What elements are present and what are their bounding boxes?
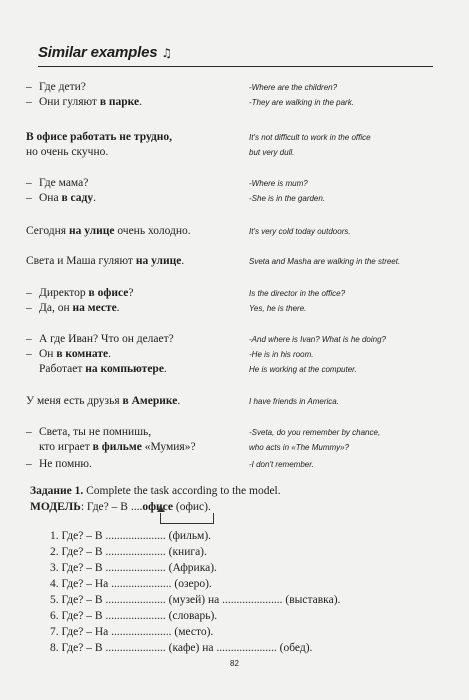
- english-translation: -I don't remember.: [249, 460, 314, 469]
- english-translation: -Where are the children?: [249, 83, 338, 92]
- highlighted-phrase: на месте: [72, 302, 117, 314]
- page-number: 82: [230, 659, 239, 668]
- highlighted-phrase: в комнате: [56, 348, 109, 360]
- russian-sentence: [26, 394, 180, 409]
- model-suffix: (офис).: [173, 501, 211, 513]
- exercise-item: 3. Где? – В ..................... (Африка).: [50, 562, 217, 574]
- russian-sentence: [26, 80, 86, 95]
- sentence-text: очень холодно.: [114, 225, 191, 237]
- highlighted-phrase: в парке: [99, 96, 140, 108]
- russian-sentence: [26, 425, 151, 440]
- highlighted-phrase: на улице: [68, 225, 115, 237]
- russian-sentence: [26, 457, 92, 472]
- music-note-icon: ♫: [161, 46, 173, 60]
- dialogue-dash: –: [26, 348, 32, 360]
- task-text: Complete the task according to the model.: [83, 485, 281, 497]
- exercise-item: 2. Где? – В ..................... (книга).: [50, 546, 207, 558]
- sentence-text: Они гуляют: [39, 96, 100, 108]
- english-translation: -She is in the garden.: [249, 194, 326, 203]
- english-translation: He is working at the computer.: [249, 365, 357, 374]
- sentence-text: Он: [39, 348, 57, 360]
- russian-sentence: [26, 286, 133, 301]
- arrow-head-icon: [157, 506, 165, 512]
- dialogue-dash: –: [26, 426, 32, 438]
- russian-sentence: [26, 130, 172, 145]
- dialogue-dash: –: [26, 458, 32, 470]
- sentence-text: но очень скучно.: [26, 146, 109, 158]
- dialogue-dash: –: [26, 333, 32, 345]
- dialogue-dash: –: [26, 177, 32, 189]
- exercise-item: 6. Где? – В ..................... (словарь).: [50, 610, 218, 622]
- sentence-text: У меня есть друзья: [26, 395, 123, 407]
- sentence-text: .: [181, 255, 185, 267]
- english-translation: -Where is mum?: [249, 179, 308, 188]
- highlighted-phrase: в саду: [61, 192, 94, 204]
- exercise-item: 5. Где? – В ..................... (музей) на ..................... (выставка).: [50, 594, 341, 606]
- sentence-text: .: [163, 363, 167, 375]
- russian-sentence: [26, 347, 111, 362]
- sentence-text: Где дети?: [39, 81, 86, 93]
- russian-sentence: [26, 145, 108, 160]
- russian-sentence: [26, 254, 184, 269]
- russian-sentence: [26, 176, 88, 191]
- english-translation: -He is in his room.: [249, 350, 314, 359]
- sentence-text: .: [139, 96, 143, 108]
- russian-sentence: [26, 191, 96, 206]
- sentence-text: .: [93, 192, 96, 204]
- english-translation: -And where is Ivan? What is he doing?: [249, 335, 386, 344]
- sentence-text: Работает: [39, 363, 86, 375]
- task-label: Задание 1.: [30, 485, 84, 497]
- highlighted-phrase: В офисе: [26, 131, 68, 143]
- english-translation: It's not difficult to work in the office: [249, 133, 371, 142]
- sentence-text: Не помню.: [39, 458, 92, 470]
- sentence-text: Света, ты не помнишь,: [39, 426, 152, 438]
- sentence-text: Где мама?: [39, 177, 89, 189]
- russian-sentence: [26, 332, 174, 347]
- sentence-text: кто играет: [39, 441, 93, 453]
- english-translation: It's very cold today outdoors.: [249, 227, 351, 236]
- dialogue-dash: –: [26, 302, 32, 314]
- sentence-text: Она: [39, 192, 62, 204]
- sentence-text: А где Иван? Что он делает?: [39, 333, 174, 345]
- english-translation: Sveta and Masha are walking in the street.: [249, 257, 401, 266]
- english-translation: -They are walking in the park.: [249, 98, 354, 107]
- dialogue-dash: –: [26, 96, 32, 108]
- model-dots: ....: [130, 501, 143, 513]
- task-heading: [30, 485, 281, 497]
- russian-sentence: [39, 362, 167, 377]
- exercise-item: 1. Где? – В ..................... (фильм).: [50, 530, 212, 542]
- exercise-item: 8. Где? – В ..................... (кафе) на ..................... (обед).: [50, 642, 313, 654]
- english-translation: Is the director in the office?: [249, 289, 346, 298]
- highlighted-phrase: в фильме: [92, 441, 142, 453]
- english-translation: but very dull.: [249, 148, 295, 157]
- sentence-text: Света и Маша гуляют: [26, 255, 136, 267]
- exercise-item: 7. Где? – На ..................... (место).: [50, 626, 214, 638]
- highlighted-phrase: на компьютере: [85, 363, 164, 375]
- exercise-item: 4. Где? – На ..................... (озеро).: [50, 578, 212, 590]
- section-header: [38, 44, 433, 67]
- model-label: МОДЕЛЬ: [30, 501, 81, 513]
- model-prefix: : Где? – В: [80, 501, 131, 513]
- russian-sentence: [26, 95, 142, 110]
- russian-sentence: [26, 224, 191, 239]
- sentence-text: .: [116, 302, 120, 314]
- model-arrow: [160, 513, 214, 524]
- highlighted-phrase: работать не трудно,: [67, 131, 173, 143]
- english-translation: Yes, he is there.: [249, 304, 307, 313]
- sentence-text: Директор: [39, 287, 89, 299]
- dialogue-dash: –: [26, 287, 32, 299]
- english-translation: I have friends in America.: [249, 397, 339, 406]
- english-translation: -Sveta, do you remember by chance,: [249, 428, 381, 437]
- highlighted-phrase: на улице: [135, 255, 182, 267]
- sentence-text: «Мумия»?: [141, 441, 196, 453]
- highlighted-phrase: в офисе: [88, 287, 129, 299]
- model-answer: офисе: [142, 501, 173, 513]
- english-translation: who acts in «The Mummy»?: [249, 443, 350, 452]
- russian-sentence: [26, 301, 120, 316]
- sentence-text: Да, он: [39, 302, 73, 314]
- model-line: [30, 501, 211, 513]
- russian-sentence: [39, 440, 196, 455]
- sentence-text: Сегодня: [26, 225, 69, 237]
- sentence-text: .: [108, 348, 111, 360]
- highlighted-phrase: в Америке: [122, 395, 178, 407]
- section-title: Similar examples: [38, 44, 158, 61]
- dialogue-dash: –: [26, 81, 32, 93]
- dialogue-dash: –: [26, 192, 32, 204]
- sentence-text: .: [177, 395, 181, 407]
- sentence-text: ?: [128, 287, 134, 299]
